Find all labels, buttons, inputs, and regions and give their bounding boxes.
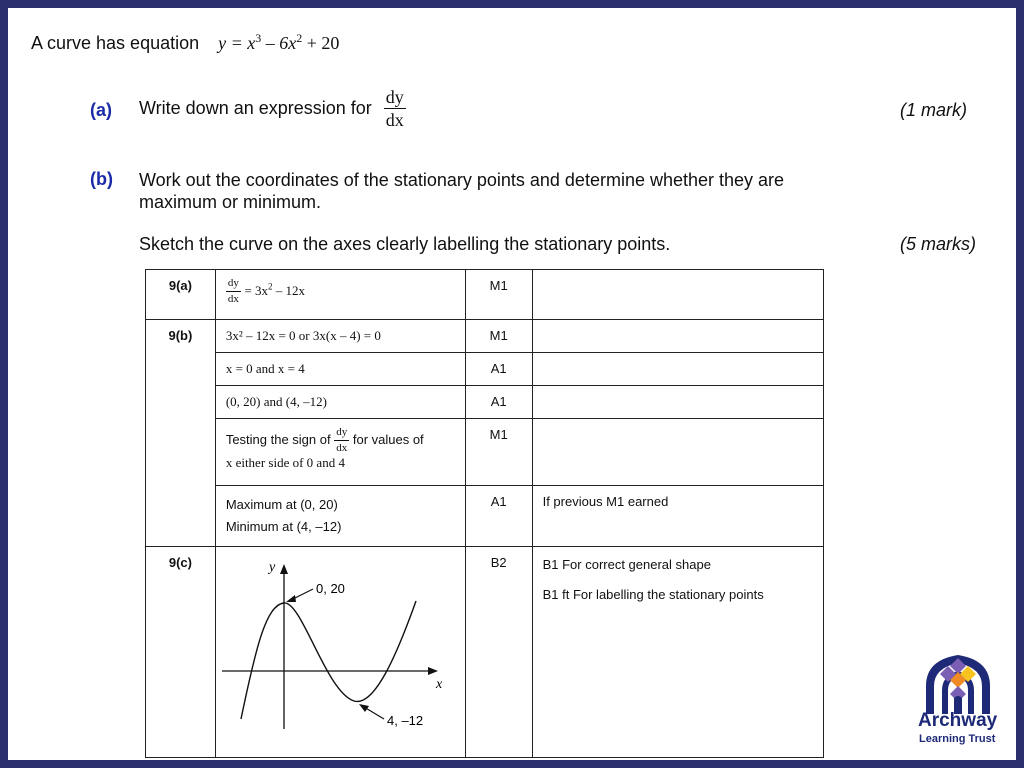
eq-y: y xyxy=(218,33,227,53)
equation xyxy=(218,33,339,53)
frac-den: dx xyxy=(385,110,404,130)
min-label: 4, –12 xyxy=(386,713,423,728)
logo-subtitle: Learning Trust xyxy=(919,733,996,745)
max-pointer-arrow xyxy=(286,595,296,602)
notes-cell xyxy=(532,320,823,353)
qnum-cell: 9(c) xyxy=(146,547,216,758)
working-text: = 3x xyxy=(244,282,269,298)
archway-logo-mark xyxy=(908,652,1008,716)
table-row xyxy=(146,547,824,758)
part-b-line2: maximum or minimum. xyxy=(139,192,322,212)
slide xyxy=(8,8,1016,760)
mark-cell: M1 xyxy=(465,419,532,486)
working-cell: x = 0 and x = 4 xyxy=(215,353,465,386)
table-row xyxy=(146,270,824,320)
notes-cell: If previous M1 earned xyxy=(532,486,823,547)
part-a-text xyxy=(139,88,406,129)
eq-rhs: = x xyxy=(230,33,256,53)
part-b-line1: Work out the coordinates of the stationary points and determine whether they are xyxy=(139,170,785,190)
logo-name: Archway xyxy=(918,710,998,731)
qnum-cell: 9(b) xyxy=(146,320,216,547)
dydx-fraction: $\frac{dy}{dx}$ xyxy=(336,426,348,454)
frac-num: dy xyxy=(385,87,404,107)
max-label: 0, 20 xyxy=(315,581,345,596)
x-axis-arrow xyxy=(428,667,438,675)
table-row xyxy=(146,386,824,419)
eq-exp2: 2 xyxy=(296,31,303,45)
part-a-label: (a) xyxy=(90,100,112,120)
table-row xyxy=(146,419,824,486)
working-cell: (0, 20) and (4, –12) xyxy=(215,386,465,419)
part-b-marks: (5 marks) xyxy=(900,234,976,254)
curve-path xyxy=(241,601,416,719)
sketch-cell xyxy=(215,547,465,758)
eq-rest: – 6x xyxy=(265,33,297,53)
notes-cell xyxy=(532,270,823,320)
part-b-label: (b) xyxy=(90,169,113,189)
part-a-marks: (1 mark) xyxy=(900,100,967,120)
curve-sketch xyxy=(216,547,465,754)
working-cell: Testing the sign of $\frac{dy}{dx}$ for values of x either side of 0 and 4 xyxy=(215,419,465,486)
markscheme-table xyxy=(145,269,824,758)
part-a-fraction xyxy=(384,88,406,129)
mark-cell: A1 xyxy=(465,386,532,419)
question-intro xyxy=(31,31,339,54)
y-axis-arrow xyxy=(280,564,288,574)
part-b-sketch: Sketch the curve on the axes clearly labelling the stationary points. xyxy=(139,234,671,254)
mark-cell: A1 xyxy=(465,486,532,547)
mark-cell: A1 xyxy=(465,353,532,386)
dydx-fraction: $\frac{dy}{dx}$ xyxy=(227,277,239,305)
notes-cell xyxy=(532,386,823,419)
eq-exp3: 3 xyxy=(255,31,262,45)
working-cell: $\frac{dy}{dx}$ = $3x^2 - 12x$ xyxy=(215,270,465,320)
notes-cell xyxy=(532,419,823,486)
x-axis-label: x xyxy=(435,677,443,692)
archway-logo xyxy=(908,652,1008,752)
mark-cell: M1 xyxy=(465,270,532,320)
working-cell: 3x² – 12x = 0 or 3x(x – 4) = 0 xyxy=(215,320,465,353)
notes-cell: B1 For correct general shape B1 ft For labelling the stationary points xyxy=(532,547,823,758)
mark-cell: B2 xyxy=(465,547,532,758)
notes-cell xyxy=(532,353,823,386)
intro-text: A curve has equation xyxy=(31,33,200,53)
working-cell: Maximum at (0, 20) Minimum at (4, –12) xyxy=(215,486,465,547)
table-row xyxy=(146,320,824,353)
qnum-cell: 9(a) xyxy=(146,270,216,320)
eq-tail: + 20 xyxy=(306,33,340,53)
table-row xyxy=(146,353,824,386)
mark-cell: M1 xyxy=(465,320,532,353)
table-row xyxy=(146,486,824,547)
min-pointer-arrow xyxy=(359,704,369,712)
y-axis-label: y xyxy=(268,560,276,575)
part-b-text xyxy=(139,169,784,213)
part-a-prompt: Write down an expression for xyxy=(139,98,372,118)
